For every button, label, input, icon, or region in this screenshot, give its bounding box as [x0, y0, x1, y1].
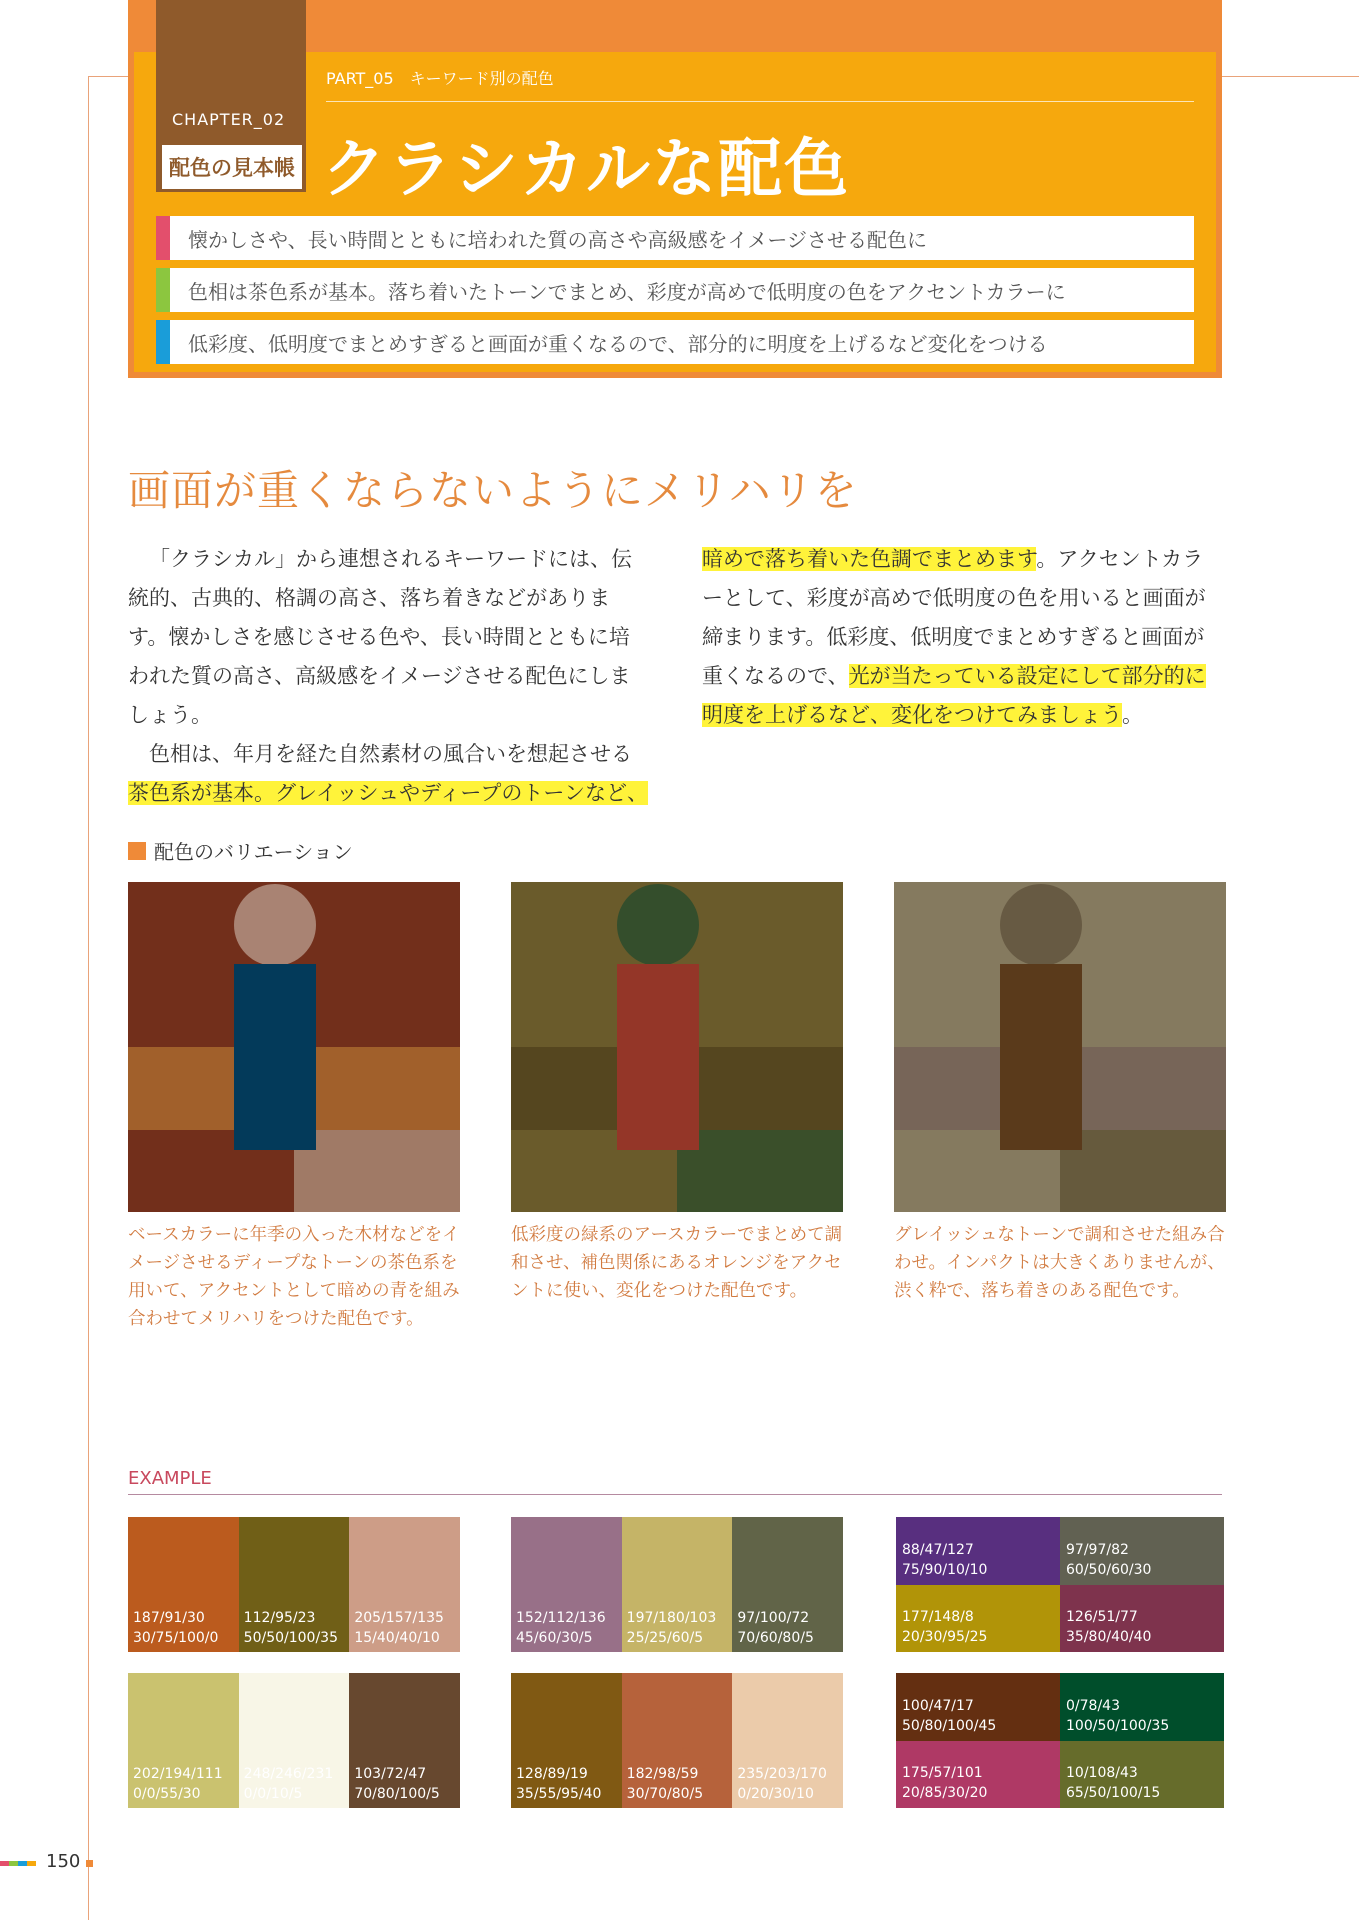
variation-caption: ベースカラーに年季の入った木材などをイメージさせるディープなトーンの茶色系を用いて、アクセントとして暗めの青を組み合わせてメリハリをつけた配色です。 [128, 1225, 460, 1329]
swatch-values [516, 1764, 601, 1804]
color-swatch [896, 1585, 1060, 1653]
color-swatch [239, 1517, 350, 1652]
color-swatch [239, 1673, 350, 1808]
chapter-label: CHAPTER_02 [172, 110, 286, 129]
swatch-cmyk: 30/75/100/0 [133, 1630, 219, 1646]
swatch-cmyk: 100/50/100/35 [1066, 1717, 1170, 1734]
swatch-cmyk: 70/80/100/5 [354, 1786, 440, 1802]
color-swatch [732, 1673, 843, 1808]
body-text: 。アクセントカラーとして、彩度が高めで低明度の色を用いると画面が締まります。低彩度、低明度でまとめすぎると画面が重くなるので、 [702, 547, 1206, 688]
point-marker [156, 216, 170, 260]
body-paragraph: 「クラシカル」から連想されるキーワードには、伝統的、古典的、格調の高さ、落ち着きなどがあります。懐かしさを感じさせる色や、長い時間とともに培われた質の高さ、高級感をイメージさせる配色にしましょう。 [128, 547, 632, 727]
swatch-values [902, 1763, 987, 1803]
variation-caption: 低彩度の緑系のアースカラーでまとめて調和させ、補色関係にあるオレンジをアクセントに使い、変化をつけた配色です。 [511, 1225, 843, 1301]
illus-figure-body [617, 964, 699, 1150]
highlight-text: 茶色系が基本。グレイッシュやディープのトーンなど、 [128, 781, 648, 805]
point-text: 懐かしさや、長い時間とともに培われた質の高さや高級感をイメージさせる配色に [188, 227, 927, 252]
variation-illustration [894, 882, 1226, 1212]
variation-illustration [511, 882, 843, 1212]
illus-bottom-right [294, 1130, 460, 1212]
swatch-values [902, 1540, 987, 1580]
swatch-values [627, 1608, 717, 1648]
swatch-values [627, 1764, 704, 1804]
swatch-cmyk: 20/85/30/20 [902, 1785, 988, 1801]
color-swatch [511, 1673, 622, 1808]
swatch-cmyk: 60/50/60/30 [1066, 1561, 1152, 1578]
swatch-values [1066, 1607, 1151, 1647]
swatch-cmyk: 70/60/80/5 [737, 1630, 814, 1646]
color-swatch [896, 1741, 1060, 1809]
swatch-rgb: 152/112/136 [516, 1610, 606, 1626]
body-text: 。 [1122, 703, 1143, 727]
swatch-rgb: 0/78/43 [1066, 1697, 1120, 1714]
swatch-values [1066, 1540, 1151, 1580]
swatch-rgb: 177/148/8 [902, 1609, 974, 1625]
swatch-values [737, 1608, 814, 1648]
swatch-values [244, 1608, 338, 1648]
swatch-values [737, 1764, 827, 1804]
variation-heading-text: 配色のバリエーション [154, 840, 353, 864]
highlight-text: 暗めで落ち着いた色調でまとめます [702, 547, 1037, 571]
illus-figure-body [1000, 964, 1082, 1150]
color-swatch [511, 1517, 622, 1652]
swatch-rgb: 175/57/101 [902, 1765, 983, 1781]
swatch-cmyk: 75/90/10/10 [902, 1561, 988, 1578]
color-swatch [896, 1673, 1060, 1741]
part-label: PART_05 キーワード別の配色 [326, 69, 554, 88]
page-number: 150 [46, 1851, 81, 1872]
illus-figure-body [234, 964, 316, 1150]
swatch-cmyk: 50/80/100/45 [902, 1717, 997, 1734]
swatch-values [1066, 1763, 1160, 1803]
swatch-values [1066, 1696, 1169, 1736]
illus-figure-head [1000, 884, 1082, 966]
swatch-cmyk: 45/60/30/5 [516, 1630, 593, 1646]
color-swatch [349, 1673, 460, 1808]
swatch-values [354, 1764, 439, 1804]
swatch-values [902, 1696, 996, 1736]
swatch-cmyk: 65/50/100/15 [1066, 1785, 1161, 1801]
swatch-quad [896, 1673, 1224, 1808]
swatch-cmyk: 35/55/95/40 [516, 1786, 602, 1802]
section-title: 画面が重くならないようにメリハリを [128, 466, 858, 515]
swatch-rgb: 126/51/77 [1066, 1609, 1138, 1625]
footer-color-bars [0, 1861, 36, 1866]
illus-figure-head [234, 884, 316, 966]
swatch-rgb: 103/72/47 [354, 1766, 427, 1782]
body-text: 色相は、年月を経た自然素材の風合いを想起させる [149, 742, 632, 766]
point-item [156, 268, 1194, 312]
point-marker [156, 320, 170, 364]
variation-heading [128, 836, 353, 865]
point-marker [156, 268, 170, 312]
body-column-left [128, 540, 648, 813]
swatch-rgb: 235/203/170 [737, 1766, 827, 1782]
swatch-cmyk: 0/0/55/30 [133, 1786, 201, 1802]
swatch-cmyk: 0/20/30/10 [737, 1786, 814, 1802]
highlight-text: 光が当たっている設定にして部分的に明度を上げるなど、変化をつけてみましょう [702, 664, 1206, 727]
color-swatch [1060, 1585, 1224, 1653]
illus-bottom-right [1060, 1130, 1226, 1212]
swatch-cmyk: 35/80/40/40 [1066, 1629, 1152, 1645]
swatch-rgb: 10/108/43 [1066, 1765, 1138, 1781]
footer-dot [86, 1860, 93, 1867]
swatch-values [516, 1608, 606, 1648]
swatch-cmyk: 50/50/100/35 [243, 1630, 338, 1646]
swatch-set [511, 1517, 843, 1652]
variation-illustration [128, 882, 460, 1212]
heading-square-icon [128, 842, 146, 860]
swatch-values [133, 1608, 218, 1648]
swatch-rgb: 187/91/30 [133, 1610, 205, 1626]
swatch-values [244, 1764, 334, 1804]
color-swatch [622, 1673, 733, 1808]
color-swatch [349, 1517, 460, 1652]
color-swatch [732, 1517, 843, 1652]
swatch-values [354, 1608, 444, 1648]
swatch-cmyk: 0/0/10/5 [243, 1786, 303, 1802]
color-swatch [622, 1517, 733, 1652]
point-text: 低彩度、低明度でまとめすぎると画面が重くなるので、部分的に明度を上げるなど変化をつける [188, 331, 1048, 356]
color-swatch [128, 1673, 239, 1808]
page-guide-line-right [1222, 76, 1359, 77]
illus-figure-head [617, 884, 699, 966]
swatch-rgb: 88/47/127 [902, 1541, 974, 1558]
body-column-right [702, 540, 1222, 735]
example-divider [128, 1494, 1222, 1495]
color-swatch [896, 1517, 1060, 1585]
swatch-set [128, 1517, 460, 1652]
swatch-set [128, 1673, 460, 1808]
example-title: EXAMPLE [128, 1468, 212, 1489]
swatch-values [133, 1764, 223, 1804]
variation-caption: グレイッシュなトーンで調和させた組み合わせ。インパクトは大きくありませんが、渋く粋で、落ち着きのある配色です。 [894, 1225, 1225, 1301]
swatch-values [902, 1607, 987, 1647]
swatch-cmyk: 25/25/60/5 [626, 1630, 704, 1646]
color-swatch [1060, 1741, 1224, 1809]
chapter-title: 配色の見本帳 [162, 145, 302, 189]
swatch-cmyk: 30/70/80/5 [626, 1786, 704, 1802]
swatch-rgb: 112/95/23 [243, 1610, 316, 1626]
swatch-rgb: 182/98/59 [626, 1766, 699, 1782]
swatch-rgb: 197/180/103 [626, 1610, 717, 1626]
page-guide-line-left [88, 76, 128, 77]
color-swatch [1060, 1517, 1224, 1585]
swatch-set [511, 1673, 843, 1808]
point-item [156, 216, 1194, 260]
swatch-rgb: 100/47/17 [902, 1697, 974, 1714]
point-text: 色相は茶色系が基本。落ち着いたトーンでまとめ、彩度が高めで低明度の色をアクセントカラーに [188, 279, 1066, 304]
swatch-rgb: 248/246/231 [243, 1766, 334, 1782]
swatch-rgb: 128/89/19 [516, 1766, 588, 1782]
page-guide-line [88, 76, 89, 1920]
part-divider [326, 101, 1194, 102]
illus-bottom-right [677, 1130, 843, 1212]
swatch-rgb: 97/100/72 [737, 1610, 810, 1626]
swatch-rgb: 205/157/135 [354, 1610, 444, 1626]
swatch-rgb: 202/194/111 [133, 1766, 223, 1782]
point-item [156, 320, 1194, 364]
page-title: クラシカルな配色 [322, 133, 850, 207]
swatch-rgb: 97/97/82 [1066, 1541, 1129, 1558]
body-paragraph [128, 735, 648, 813]
swatch-cmyk: 20/30/95/25 [902, 1629, 988, 1645]
color-swatch [1060, 1673, 1224, 1741]
color-swatch [128, 1517, 239, 1652]
swatch-cmyk: 15/40/40/10 [354, 1630, 440, 1646]
swatch-quad [896, 1517, 1224, 1652]
